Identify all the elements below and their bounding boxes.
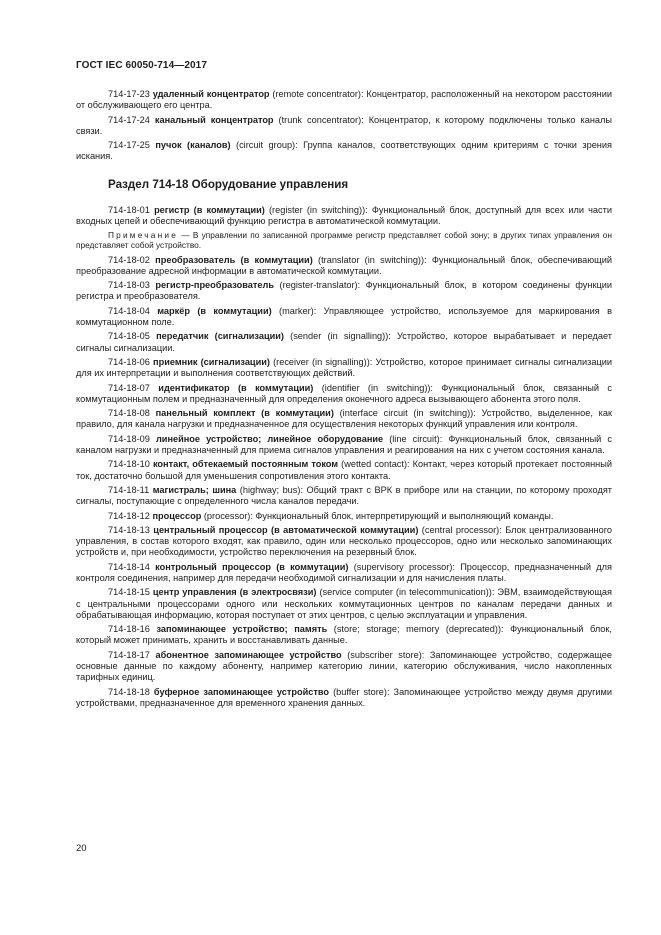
entry-714-18-10 — [76, 459, 612, 481]
entry-714-18-03 — [76, 280, 612, 302]
entry-definition: (sender (in signalling)): Устройство, которое вырабатывает и передает сигналы сигнализации. — [76, 331, 612, 353]
entry-term: преобразователь (в коммутации) — [155, 254, 313, 265]
entry-714-17-25 — [76, 140, 612, 162]
entry-definition: (interface circuit (in switching)): Устройство, выделенное, как правило, для канала нагрузки и предназначенное для осуществления некоторых функций управления или контроля. — [76, 408, 612, 430]
entry-714-18-08 — [76, 408, 612, 430]
entry-714-18-02 — [76, 255, 612, 277]
entry-definition: (supervisory processor): Процессор, предназначенный для контроля соединения, например для передачи необходимой сигнализации и для начисления платы. — [76, 561, 612, 584]
entry-714-18-18 — [76, 687, 612, 709]
entry-definition: (buffer store): Запоминающее устройство между двумя другими устройствами, предназначенное для временного хранения данных. — [76, 686, 612, 708]
entry-definition: (processor): Функциональный блок, интерпретирующий и выполняющий команды. — [201, 510, 554, 521]
entry-term: регистр-преобразователь — [155, 280, 274, 291]
entry-definition: (identifier (in switching)): Функциональный блок, связанный с коммутационным полем и предназначенный для определения оконечного адреса вызывающего абонента этого поля. — [76, 382, 613, 404]
entry-number: 714-18-14 — [108, 561, 150, 572]
entry-definition: (highway; bus): Общий тракт с ВРК в приборе или на станции, по которому проходят сигналы, поступающие с определенного числа каналов передачи. — [76, 485, 612, 507]
entry-number: 714-18-13 — [108, 525, 150, 536]
entry-number: 714-18-11 — [108, 485, 150, 496]
entry-number: 714-18-17 — [108, 649, 150, 660]
entry-term: процессор — [152, 510, 202, 521]
entry-term: контрольный процессор (в коммутации) — [155, 561, 349, 572]
entry-term: абонентное запоминающее устройство — [155, 649, 342, 660]
entry-definition: (translator (in switching)): Функциональный блок, обеспечивающий преобразование адресной информации в автоматической коммутации. — [76, 254, 612, 276]
entry-number: 714-18-15 — [108, 587, 150, 598]
entry-number: 714-18-05 — [108, 331, 150, 342]
entry-definition: (register (in switching)): Функциональный блок, доступный для всех или части входных цепей и обеспечивающий функцию регистра в автоматической коммутации. — [76, 204, 612, 226]
entry-714-17-23 — [76, 89, 612, 111]
entries-main — [76, 255, 612, 709]
entry-number: 714-18-04 — [108, 305, 150, 316]
entry-714-18-11 — [76, 485, 612, 507]
entry-number: 714-18-01 — [108, 204, 150, 215]
entry-definition: (service computer (in telecommunication)): ЭВМ, взаимодействующая с центральными процессорами одного или нескольких коммутационных центров по каналам передачи данных и обрабатывающая информацию, которая поступает от этих центров, с целью эксплуатации и управления. — [76, 587, 612, 620]
entry-definition: (receiver (in signalling)): Устройство, которое принимает сигналы сигнализации для их интерпретации и выполнения соответствующих действий. — [76, 357, 612, 379]
entry-definition: (marker): Управляющее устройство, используемое для маркирования в коммутационном поле. — [76, 305, 612, 328]
note-text: — В управлении по записанной программе регистр представляет собой зону; в других типах управления он представляет собой устройство. — [76, 230, 612, 251]
entry-number: 714-18-18 — [108, 686, 150, 697]
document-header: ГОСТ IEC 60050-714—2017 — [76, 60, 207, 71]
entry-term: линейное устройство; линейное оборудование — [155, 433, 384, 444]
entry-definition: (trunk concentrator): Концентратор, к которому подключены только каналы связи. — [76, 114, 612, 136]
entry-definition: (store; storage; memory (deprecated)): Функциональный блок, который может принимать, хранить и восстанавливать данные. — [76, 624, 612, 646]
entry-number: 714-18-16 — [108, 624, 150, 635]
document-body — [76, 89, 612, 712]
entry-714-18-13 — [76, 525, 612, 559]
entry-number: 714-18-12 — [108, 510, 150, 521]
entry-714-18-07 — [76, 383, 612, 405]
entry-number: 714-18-09 — [108, 433, 150, 444]
entry-term: маркёр (в коммутации) — [157, 305, 272, 316]
entry-714-18-12 — [76, 511, 612, 522]
entry-definition: (remote concentrator): Концентратор, расположенный на некотором расстоянии от обслуживающего его центра. — [76, 89, 613, 111]
page-number: 20 — [76, 843, 87, 854]
entry-term: запоминающее устройство; память — [156, 624, 328, 635]
entry-number: 714-17-24 — [108, 114, 150, 125]
entry-term: передатчик (сигнализации) — [156, 331, 284, 342]
entry-definition: (circuit group): Группа каналов, соответствующих одним критериям с точки зрения искания. — [76, 140, 612, 162]
entry-term: центр управления (в электросвязи) — [152, 587, 317, 598]
entry-term: буферное запоминающее устройство — [153, 686, 330, 697]
entry-714-18-17 — [76, 650, 612, 684]
entry-term: приемник (сигнализации) — [153, 357, 270, 368]
entry-definition: (line circuit): Функциональный блок, связанный с каналом нагрузки и предназначенный для приема сигналов управления и реагирования на них с учетом состояния канала. — [76, 433, 612, 456]
entry-714-17-24 — [76, 115, 612, 137]
entry-term: пучок (каналов) — [155, 140, 231, 151]
entry-number: 714-17-23 — [108, 89, 150, 99]
note-label: Примечание — [108, 230, 179, 241]
entry-term: панельный комплект (в коммутации) — [155, 408, 334, 419]
entry-number: 714-18-02 — [108, 254, 150, 265]
entry-number: 714-17-25 — [108, 140, 150, 151]
entry-definition: (register-translator): Функциональный блок, в котором соединены функции регистра и преобразователя. — [76, 280, 612, 302]
entry-term: центральный процессор (в автоматической коммутации) — [153, 525, 419, 536]
entry-definition: (wetted contact): Контакт, через который протекает постоянный ток, достаточно большой для уменьшения сопротивления этого контакта. — [76, 459, 612, 481]
entry-definition: (central processor): Блок централизованного управления, в состав которого входят, как правило, один или несколько процессоров, одно или несколько запоминающих устройств и, при необходимости, устройство переключения на резервный блок. — [76, 525, 612, 558]
entry-term: канальный концентратор — [154, 114, 274, 125]
entry-714-18-06 — [76, 357, 612, 379]
entry-714-18-14 — [76, 562, 612, 584]
entry-term: магистраль; шина — [152, 485, 237, 496]
entry-714-18-05 — [76, 331, 612, 353]
entry-number: 714-18-03 — [108, 280, 150, 291]
section-title: Раздел 714-18 Оборудование управления — [108, 177, 349, 191]
entry-714-18-16 — [76, 624, 612, 646]
entry-definition: (subscriber store): Запоминающее устройство, содержащее основные данные по каждому абоненту, например категорию линии, категорию обслуживания, число накопленных тарифных единиц. — [76, 649, 612, 683]
entry-714-18-15 — [76, 587, 612, 621]
entry-number: 714-18-06 — [108, 357, 150, 368]
entry-714-18-09 — [76, 434, 612, 456]
entry-term: идентификатор (в коммутации) — [158, 382, 314, 393]
entry-number: 714-18-10 — [108, 459, 150, 470]
note — [76, 230, 612, 250]
entry-term: контакт, обтекаемый постоянным током — [152, 459, 339, 470]
entry-714-18-01 — [76, 205, 612, 227]
entry-714-18-04 — [76, 306, 612, 328]
entry-number: 714-18-07 — [108, 382, 150, 393]
entry-number: 714-18-08 — [108, 408, 150, 419]
entries-top — [76, 89, 612, 163]
entry-term: регистр (в коммутации) — [154, 204, 265, 215]
entry-term: удаленный концентратор — [152, 89, 270, 99]
